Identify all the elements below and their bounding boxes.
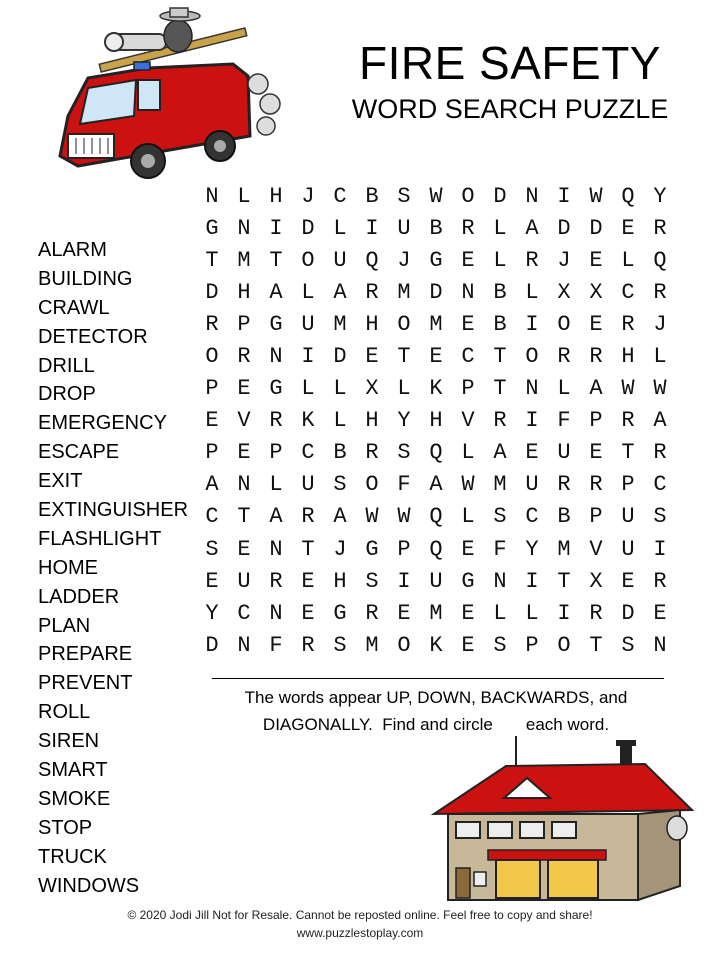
grid-letter: R (589, 472, 603, 498)
grid-letter: C (333, 183, 347, 209)
grid-letter: J (301, 183, 315, 209)
grid-letter: E (301, 600, 315, 626)
word-list-item: EXTINGUISHER (38, 499, 189, 522)
grid-letter: A (333, 279, 347, 305)
grid-letter: O (301, 247, 315, 273)
grid-letter: R (557, 472, 571, 498)
grid-letter: T (493, 376, 507, 402)
grid-letter: F (557, 408, 571, 434)
grid-letter: W (397, 504, 411, 530)
grid-letter: L (461, 440, 475, 466)
grid-letter: B (557, 504, 571, 530)
grid-letter: R (557, 344, 571, 370)
grid-letter: E (461, 632, 475, 658)
word-list-item: PREPARE (38, 643, 133, 666)
grid-letter: V (461, 408, 475, 434)
grid-letter: E (525, 440, 539, 466)
grid-letter: I (557, 600, 571, 626)
grid-letter: N (269, 600, 283, 626)
grid-row (196, 340, 676, 372)
grid-letter: L (525, 279, 539, 305)
grid-row (196, 180, 676, 212)
instructions-line-2: DIAGONALLY. Find and circle each word. (262, 715, 610, 734)
grid-letter: Q (653, 247, 667, 273)
word-list-item: PREVENT (38, 672, 133, 695)
grid-letter: O (397, 632, 411, 658)
word-list-item: SMART (38, 759, 108, 782)
grid-letter: L (237, 183, 251, 209)
word-list-item: ESCAPE (38, 441, 120, 464)
grid-letter: R (621, 311, 635, 337)
grid-letter: R (653, 568, 667, 594)
grid-letter: M (237, 247, 251, 273)
word-list-item: DETECTOR (38, 325, 148, 348)
grid-row (196, 244, 676, 276)
grid-letter: C (525, 504, 539, 530)
grid-letter: B (429, 215, 443, 241)
grid-letter: W (461, 472, 475, 498)
grid-letter: Y (205, 600, 219, 626)
grid-row (196, 373, 676, 405)
grid-letter: X (589, 568, 603, 594)
grid-letter: L (461, 504, 475, 530)
grid-letter: I (269, 215, 283, 241)
word-list-item: STOP (38, 816, 93, 839)
grid-letter: P (397, 536, 411, 562)
grid-letter: E (205, 568, 219, 594)
grid-letter: A (205, 472, 219, 498)
grid-letter: L (653, 344, 667, 370)
fire-truck-illustration (38, 6, 298, 196)
grid-letter: N (237, 215, 251, 241)
grid-letter: N (237, 632, 251, 658)
grid-letter: D (429, 279, 443, 305)
grid-letter: D (493, 183, 507, 209)
grid-letter: R (589, 344, 603, 370)
grid-letter: T (301, 536, 315, 562)
grid-letter: E (589, 247, 603, 273)
grid-letter: O (397, 311, 411, 337)
grid-letter: U (301, 311, 315, 337)
grid-letter: H (365, 408, 379, 434)
grid-letter: I (525, 408, 539, 434)
grid-letter: M (493, 472, 507, 498)
instructions (216, 684, 656, 738)
grid-letter: R (653, 279, 667, 305)
grid-letter: Y (525, 536, 539, 562)
grid-letter: E (461, 311, 475, 337)
grid-letter: U (557, 440, 571, 466)
grid-letter: G (365, 536, 379, 562)
divider (212, 678, 664, 679)
word-list-item: ALARM (38, 239, 107, 261)
grid-letter: U (621, 504, 635, 530)
grid-letter: N (461, 279, 475, 305)
grid-letter: D (333, 344, 347, 370)
grid-letter: H (365, 311, 379, 337)
grid-letter: U (237, 568, 251, 594)
word-list-item: FLASHLIGHT (38, 527, 162, 550)
grid-letter: N (269, 536, 283, 562)
grid-letter: L (301, 279, 315, 305)
grid-row (196, 437, 676, 469)
grid-letter: J (653, 311, 667, 337)
word-list-item: BUILDING (38, 267, 133, 290)
grid-letter: L (333, 215, 347, 241)
grid-letter: H (269, 183, 283, 209)
grid-letter: P (589, 504, 603, 530)
grid-letter: E (429, 344, 443, 370)
grid-letter: Q (429, 440, 443, 466)
grid-letter: S (397, 183, 411, 209)
grid-letter: A (269, 279, 283, 305)
grid-row (196, 276, 676, 308)
grid-letter: U (621, 536, 635, 562)
grid-row (196, 212, 676, 244)
grid-letter: R (365, 279, 379, 305)
grid-letter: S (397, 440, 411, 466)
copyright-notice: © 2020 Jodi Jill Not for Resale. Cannot be reposted online. Feel free to copy and share! (127, 908, 593, 922)
grid-letter: I (557, 183, 571, 209)
grid-letter: E (461, 247, 475, 273)
word-list-item: EXIT (38, 470, 83, 493)
word-list-item: LADDER (38, 585, 120, 608)
instructions-line-1: The words appear UP, DOWN, BACKWARDS, and (244, 688, 628, 707)
grid-letter: N (205, 183, 219, 209)
grid-letter: R (301, 504, 315, 530)
grid-letter: C (301, 440, 315, 466)
grid-row (196, 629, 676, 661)
grid-letter: O (557, 311, 571, 337)
word-list (38, 236, 188, 900)
grid-letter: B (493, 279, 507, 305)
grid-letter: I (525, 568, 539, 594)
grid-letter: J (557, 247, 571, 273)
grid-letter: H (621, 344, 635, 370)
grid-letter: C (237, 600, 251, 626)
grid-letter: B (493, 311, 507, 337)
grid-letter: R (461, 215, 475, 241)
grid-letter: E (205, 408, 219, 434)
grid-letter: P (237, 311, 251, 337)
grid-letter: R (589, 600, 603, 626)
grid-letter: L (493, 600, 507, 626)
grid-letter: T (621, 440, 635, 466)
grid-row (196, 565, 676, 597)
grid-letter: T (589, 632, 603, 658)
grid-letter: D (557, 215, 571, 241)
grid-letter: E (461, 600, 475, 626)
grid-letter: T (557, 568, 571, 594)
grid-letter: R (653, 440, 667, 466)
grid-letter: S (493, 504, 507, 530)
grid-letter: N (493, 568, 507, 594)
grid-letter: W (621, 376, 635, 402)
grid-letter: L (493, 247, 507, 273)
grid-letter: N (653, 632, 667, 658)
grid-letter: Q (621, 183, 635, 209)
grid-letter: C (461, 344, 475, 370)
grid-letter: T (205, 247, 219, 273)
grid-letter: L (397, 376, 411, 402)
grid-letter: U (429, 568, 443, 594)
grid-letter: E (237, 376, 251, 402)
grid-letter: G (269, 311, 283, 337)
grid-letter: D (589, 215, 603, 241)
grid-letter: S (653, 504, 667, 530)
grid-letter: P (525, 632, 539, 658)
grid-letter: A (589, 376, 603, 402)
grid-letter: O (461, 183, 475, 209)
grid-letter: L (557, 376, 571, 402)
grid-letter: S (493, 632, 507, 658)
grid-letter: L (525, 600, 539, 626)
grid-letter: A (653, 408, 667, 434)
grid-letter: E (621, 568, 635, 594)
grid-letter: N (525, 376, 539, 402)
grid-letter: I (397, 568, 411, 594)
grid-letter: P (205, 376, 219, 402)
grid-letter: L (333, 376, 347, 402)
grid-letter: J (397, 247, 411, 273)
grid-row (196, 405, 676, 437)
grid-letter: R (301, 632, 315, 658)
grid-letter: L (269, 472, 283, 498)
grid-letter: D (205, 279, 219, 305)
grid-letter: E (653, 600, 667, 626)
grid-letter: I (301, 344, 315, 370)
grid-letter: R (525, 247, 539, 273)
grid-row (196, 308, 676, 340)
grid-letter: R (269, 568, 283, 594)
grid-letter: E (301, 568, 315, 594)
grid-letter: V (589, 536, 603, 562)
grid-letter: I (525, 311, 539, 337)
grid-letter: N (525, 183, 539, 209)
grid-letter: R (237, 344, 251, 370)
grid-row (196, 469, 676, 501)
grid-letter: W (365, 504, 379, 530)
page-subtitle: WORD SEARCH PUZZLE (351, 94, 669, 124)
grid-letter: U (301, 472, 315, 498)
grid-letter: L (493, 215, 507, 241)
grid-letter: F (269, 632, 283, 658)
grid-letter: R (205, 311, 219, 337)
grid-letter: G (461, 568, 475, 594)
grid-letter: H (237, 279, 251, 305)
grid-letter: A (493, 440, 507, 466)
word-list-item: EMERGENCY (38, 412, 167, 435)
grid-letter: E (237, 440, 251, 466)
grid-letter: E (237, 536, 251, 562)
page-title: FIRE SAFETY (359, 37, 661, 89)
word-list-item: DROP (38, 383, 96, 406)
grid-letter: P (461, 376, 475, 402)
word-list-item: TRUCK (38, 845, 107, 868)
word-list-item: SMOKE (38, 787, 111, 810)
grid-letter: B (333, 440, 347, 466)
grid-letter: M (333, 311, 347, 337)
grid-letter: A (333, 504, 347, 530)
grid-letter: R (621, 408, 635, 434)
grid-letter: X (365, 376, 379, 402)
grid-letter: K (301, 408, 315, 434)
grid-letter: Q (429, 536, 443, 562)
grid-letter: L (621, 247, 635, 273)
grid-letter: S (621, 632, 635, 658)
grid-letter: W (653, 376, 667, 402)
grid-letter: U (333, 247, 347, 273)
grid-letter: D (301, 215, 315, 241)
word-list-item: HOME (38, 556, 98, 579)
grid-letter: J (333, 536, 347, 562)
grid-letter: K (429, 376, 443, 402)
grid-letter: Y (653, 183, 667, 209)
grid-letter: A (429, 472, 443, 498)
grid-letter: U (525, 472, 539, 498)
grid-letter: P (205, 440, 219, 466)
letter-grid (196, 180, 676, 661)
grid-letter: Q (365, 247, 379, 273)
grid-letter: T (237, 504, 251, 530)
website-url: www.puzzlestoplay.com (296, 926, 424, 940)
grid-letter: G (205, 215, 219, 241)
grid-letter: P (269, 440, 283, 466)
grid-letter: S (333, 472, 347, 498)
grid-letter: G (429, 247, 443, 273)
grid-letter: A (269, 504, 283, 530)
grid-letter: K (429, 632, 443, 658)
grid-row (196, 533, 676, 565)
grid-letter: E (621, 215, 635, 241)
grid-letter: Q (429, 504, 443, 530)
word-list-item: ROLL (38, 701, 91, 724)
grid-letter: O (525, 344, 539, 370)
grid-letter: T (269, 247, 283, 273)
grid-letter: E (365, 344, 379, 370)
grid-letter: S (205, 536, 219, 562)
grid-letter: V (237, 408, 251, 434)
grid-letter: O (365, 472, 379, 498)
grid-letter: E (397, 600, 411, 626)
grid-letter: L (333, 408, 347, 434)
grid-letter: I (653, 536, 667, 562)
grid-row (196, 597, 676, 629)
grid-letter: M (429, 600, 443, 626)
grid-letter: O (557, 632, 571, 658)
grid-letter: C (205, 504, 219, 530)
grid-letter: R (365, 600, 379, 626)
grid-letter: L (301, 376, 315, 402)
grid-letter: E (589, 440, 603, 466)
grid-letter: X (557, 279, 571, 305)
grid-letter: S (365, 568, 379, 594)
grid-letter: C (621, 279, 635, 305)
grid-letter: Y (397, 408, 411, 434)
word-list-item: PLAN (38, 614, 91, 637)
grid-letter: R (653, 215, 667, 241)
word-list-item: SIREN (38, 730, 100, 753)
grid-letter: O (205, 344, 219, 370)
grid-letter: H (429, 408, 443, 434)
grid-letter: E (461, 536, 475, 562)
grid-letter: B (365, 183, 379, 209)
grid-letter: M (429, 311, 443, 337)
grid-letter: R (269, 408, 283, 434)
grid-letter: M (557, 536, 571, 562)
grid-letter: N (237, 472, 251, 498)
word-list-item: CRAWL (38, 296, 110, 319)
word-list-item: WINDOWS (38, 874, 140, 897)
grid-letter: E (589, 311, 603, 337)
grid-letter: D (621, 600, 635, 626)
grid-letter: T (493, 344, 507, 370)
grid-letter: R (493, 408, 507, 434)
grid-letter: G (269, 376, 283, 402)
grid-row (196, 501, 676, 533)
grid-letter: H (333, 568, 347, 594)
grid-letter: G (333, 600, 347, 626)
grid-letter: A (525, 215, 539, 241)
grid-letter: F (397, 472, 411, 498)
grid-letter: R (365, 440, 379, 466)
fire-station-house-illustration (430, 736, 700, 906)
grid-letter: W (429, 183, 443, 209)
grid-letter: P (589, 408, 603, 434)
word-list-item: DRILL (38, 354, 95, 377)
grid-letter: F (493, 536, 507, 562)
grid-letter: S (333, 632, 347, 658)
grid-letter: T (397, 344, 411, 370)
grid-letter: M (397, 279, 411, 305)
grid-letter: D (205, 632, 219, 658)
grid-letter: W (589, 183, 603, 209)
grid-letter: C (653, 472, 667, 498)
grid-letter: U (397, 215, 411, 241)
grid-letter: I (365, 215, 379, 241)
grid-letter: N (269, 344, 283, 370)
grid-letter: P (621, 472, 635, 498)
grid-letter: M (365, 632, 379, 658)
grid-letter: X (589, 279, 603, 305)
